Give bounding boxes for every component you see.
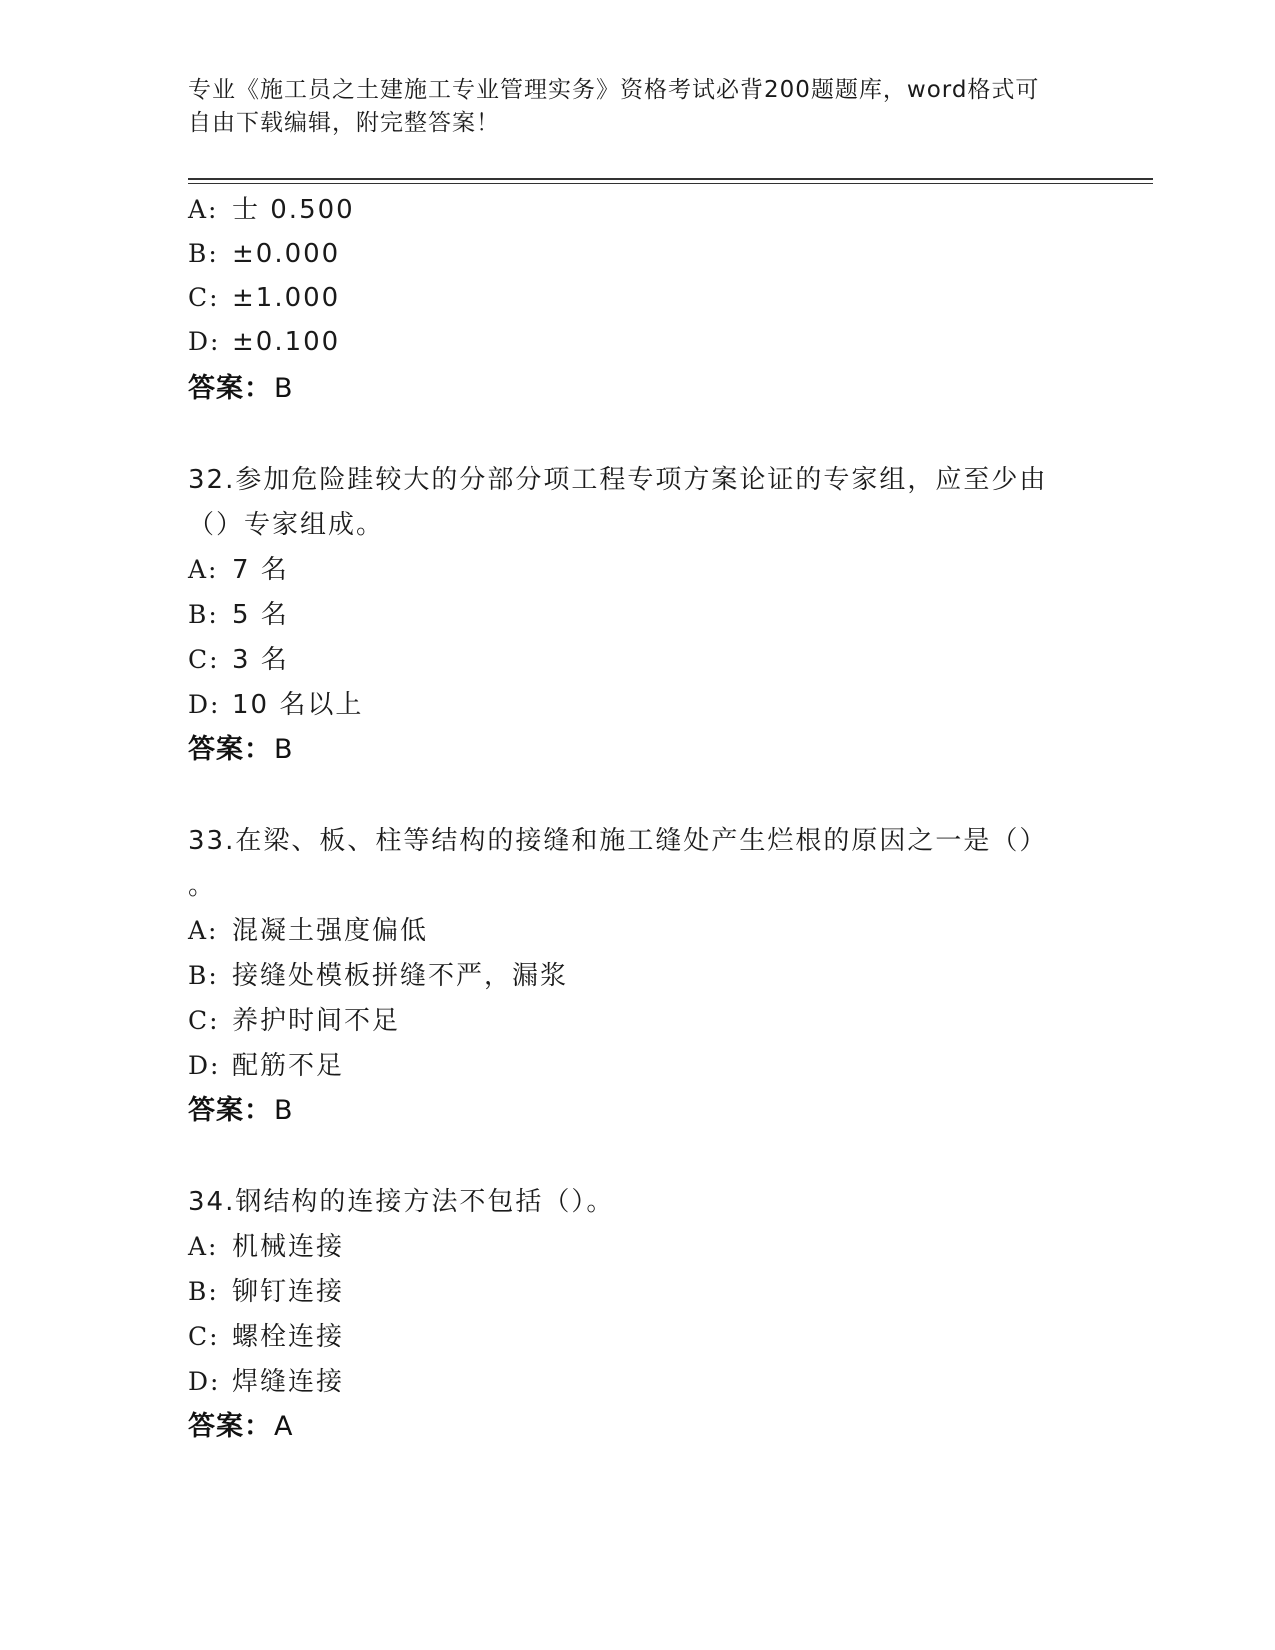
q32-option-d [188, 688, 363, 722]
option-text: 配筋不足 [232, 1051, 345, 1081]
option-key: D: [188, 1051, 221, 1080]
q32-answer [188, 733, 294, 767]
option-text: ±0.000 [232, 239, 341, 269]
q32-option-a [188, 553, 289, 587]
option-key: B: [188, 600, 219, 629]
q32-option-c [188, 643, 289, 677]
option-text: 接缝处模板拼缝不严，漏浆 [232, 961, 569, 991]
option-key: D: [188, 1367, 221, 1396]
option-text: 混凝土强度偏低 [232, 916, 429, 946]
q32-stem-line-2: （）专家组成。 [188, 510, 385, 540]
option-text: ±1.000 [232, 283, 341, 313]
q33-option-b [188, 959, 568, 993]
option-text: 螺栓连接 [232, 1322, 345, 1352]
option-key: D: [188, 690, 221, 719]
q34-option-b [188, 1275, 344, 1309]
option-key: C: [188, 1322, 220, 1351]
option-text: 士 0.500 [232, 195, 355, 225]
option-key: D: [188, 327, 221, 356]
q33-option-d [188, 1049, 344, 1083]
document-header [188, 74, 1068, 140]
answer-label: 答案： [188, 1095, 272, 1126]
q31-option-c [188, 281, 340, 315]
option-text: 机械连接 [232, 1232, 345, 1262]
q34-option-c [188, 1320, 344, 1354]
answer-label: 答案： [188, 373, 272, 404]
q34-option-d [188, 1365, 344, 1399]
option-key: A: [188, 916, 219, 945]
option-key: B: [188, 961, 219, 990]
option-text: 焊缝连接 [232, 1367, 345, 1397]
q33-option-a [188, 914, 428, 948]
option-text: ±0.100 [232, 327, 341, 357]
q31-option-a [188, 193, 355, 227]
q31-option-d [188, 325, 340, 359]
q33-stem-line-2: 。 [188, 871, 217, 901]
option-text: 10 名以上 [232, 690, 364, 720]
option-key: C: [188, 1006, 220, 1035]
option-text: 7 名 [232, 555, 289, 585]
option-text: 铆钉连接 [232, 1277, 345, 1307]
answer-value: B [274, 373, 294, 404]
q33-answer [188, 1094, 294, 1128]
option-text: 5 名 [232, 600, 289, 630]
q31-answer [188, 372, 294, 406]
option-key: A: [188, 1232, 219, 1261]
q32-option-b [188, 598, 289, 632]
q33-option-c [188, 1004, 400, 1038]
header-title-line-1: 专业《施工员之土建施工专业管理实务》资格考试必背200题题库，word格式可 [188, 77, 1040, 103]
q31-option-b [188, 237, 340, 271]
answer-label: 答案： [188, 1411, 272, 1442]
option-key: B: [188, 1277, 219, 1306]
header-divider [188, 178, 1153, 184]
option-key: B: [188, 239, 219, 268]
answer-label: 答案： [188, 734, 272, 765]
option-key: A: [188, 555, 219, 584]
option-key: A: [188, 195, 219, 224]
header-title-line-2: 自由下载编辑，附完整答案！ [188, 110, 500, 136]
answer-value: B [274, 1095, 294, 1126]
answer-value: A [274, 1411, 294, 1442]
option-key: C: [188, 645, 220, 674]
option-text: 3 名 [232, 645, 289, 675]
option-key: C: [188, 283, 220, 312]
q33-stem-line-1: 33.在梁、板、柱等结构的接缝和施工缝处产生烂根的原因之一是（） [188, 826, 1048, 856]
q34-stem-line-1: 34.钢结构的连接方法不包括（）。 [188, 1187, 615, 1217]
q34-option-a [188, 1230, 344, 1264]
answer-value: B [274, 734, 294, 765]
q34-answer [188, 1410, 293, 1444]
q32-stem-line-1: 32.参加危险跬较大的分部分项工程专项方案论证的专家组，应至少由 [188, 465, 1048, 495]
option-text: 养护时间不足 [232, 1006, 401, 1036]
